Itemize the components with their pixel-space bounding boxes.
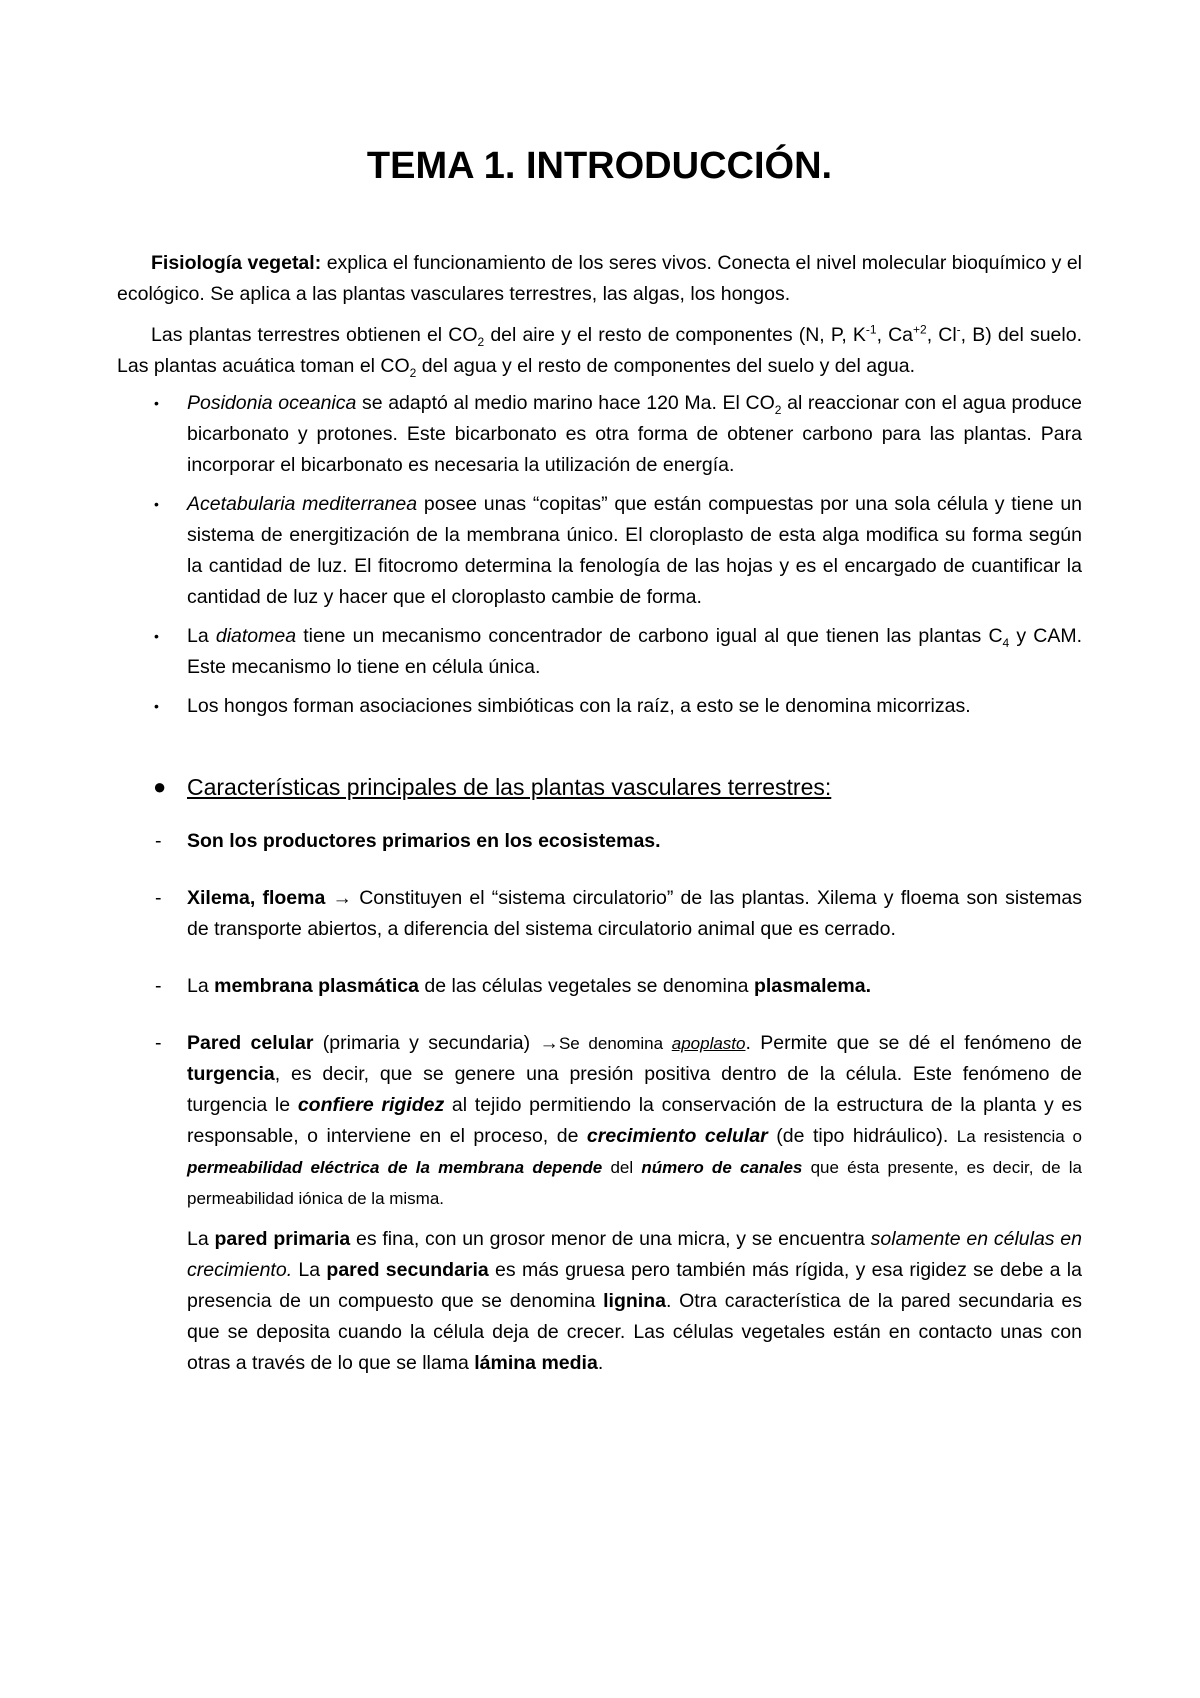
characteristics-list bbox=[117, 826, 1082, 1214]
page-title: TEMA 1. INTRODUCCIÓN. bbox=[366, 145, 833, 187]
intro-paragraph-2: Las plantas terrestres obtienen el $CO_2$ del aire y el resto de componentes (N, P, $K^{-1}$, $Ca^{+2}$, Cl-, B) del suelo. Las plantas acuática toman el $CO_2$ del agua y el resto de componentes del suelo y del agua. bbox=[117, 322, 1083, 380]
section-heading-text: Características principales de las plantas vasculares terrestres: bbox=[187, 774, 832, 800]
dash-marker: - bbox=[155, 1032, 162, 1054]
arrow-icon: → bbox=[325, 887, 360, 909]
list-item: • Los hongos forman asociaciones simbióticas con la raíz, a esto se le denomina micorrizas. bbox=[117, 691, 1082, 722]
bullet-marker: • bbox=[154, 496, 159, 512]
list-item: • Posidonia oceanica se adaptó al medio marino hace 120 Ma. El $CO_2$ al reaccionar con el agua produce bicarbonato y protones. Este bicarbonato es otra forma de obtener carbono para las plantas. Para incorporar el bicarbonato es necesaria la utilización de energía. bbox=[117, 388, 1082, 481]
bullet-marker: • bbox=[154, 395, 159, 411]
list-item: • La diatomea tiene un mecanismo concentrador de carbono igual al que tienen las plantas $C_4$ y CAM. Este mecanismo lo tiene en célula única. bbox=[117, 621, 1082, 683]
pared-paragraph: La pared primaria es fina, con un grosor menor de una micra, y se encuentra solamente en células en crecimiento. La pared secundaria es más gruesa pero también más rígida, y esa rigidez se debe a la presencia de un compuesto que se denomina lignina. Otra característica de la pared secundaria es que se deposita cuando la célula deja de crecer. Las células vegetales están en contacto unas con otras a través de lo que se llama lámina media. bbox=[187, 1228, 1082, 1374]
list-item: - Pared celular (primaria y secundaria) →Se denomina apoplasto. Permite que se dé el fenómeno de turgencia, es decir, que se genere una presión positiva dentro de la célula. Este fenómeno de turgencia le confiere rigidez al tejido permitiendo la conservación de la estructura de la planta y es responsable, o interviene en el proceso, de crecimiento celular (de tipo hidráulico). La resistencia o permeabilidad eléctrica de la membrana depende del número de canales que ésta presente, es decir, de la permeabilidad iónica de la misma. bbox=[117, 1028, 1082, 1214]
list-item: - Xilema, floema → Constituyen el “sistema circulatorio” de las plantas. Xilema y floema son sistemas de transporte abiertos, a diferencia del sistema circulatorio animal que es cerrado. bbox=[117, 883, 1082, 945]
arrow-icon: → bbox=[539, 1032, 559, 1054]
dash-marker: - bbox=[155, 887, 162, 909]
section-heading bbox=[117, 770, 1082, 804]
list-item: - Son los productores primarios en los ecosistemas. bbox=[117, 826, 1082, 857]
dash-marker: - bbox=[155, 975, 162, 997]
examples-bullet-list bbox=[117, 388, 1082, 722]
intro-paragraph-1: Fisiología vegetal: explica el funcionamiento de los seres vivos. Conecta el nivel molecular bioquímico y el ecológico. Se aplica a las plantas vasculares terrestres, las algas, los hongos. bbox=[117, 252, 1083, 305]
section-bullet-marker: ● bbox=[153, 774, 167, 799]
bullet-marker: • bbox=[154, 698, 159, 714]
bullet-marker: • bbox=[154, 628, 159, 644]
list-item: • Acetabularia mediterranea posee unas “copitas” que están compuestas por una sola célula y tiene un sistema de energitización de la membrana único. El cloroplasto de esta alga modifica su forma según la cantidad de luz. El fitocromo determina la fenología de las hojas y es el encargado de cuantificar la cantidad de luz y hacer que el cloroplasto cambie de forma. bbox=[117, 489, 1082, 613]
term-fisiologia: Fisiología vegetal: bbox=[151, 252, 322, 274]
dash-marker: - bbox=[155, 830, 162, 852]
list-item: - La membrana plasmática de las células vegetales se denomina plasmalema. bbox=[117, 971, 1082, 1002]
